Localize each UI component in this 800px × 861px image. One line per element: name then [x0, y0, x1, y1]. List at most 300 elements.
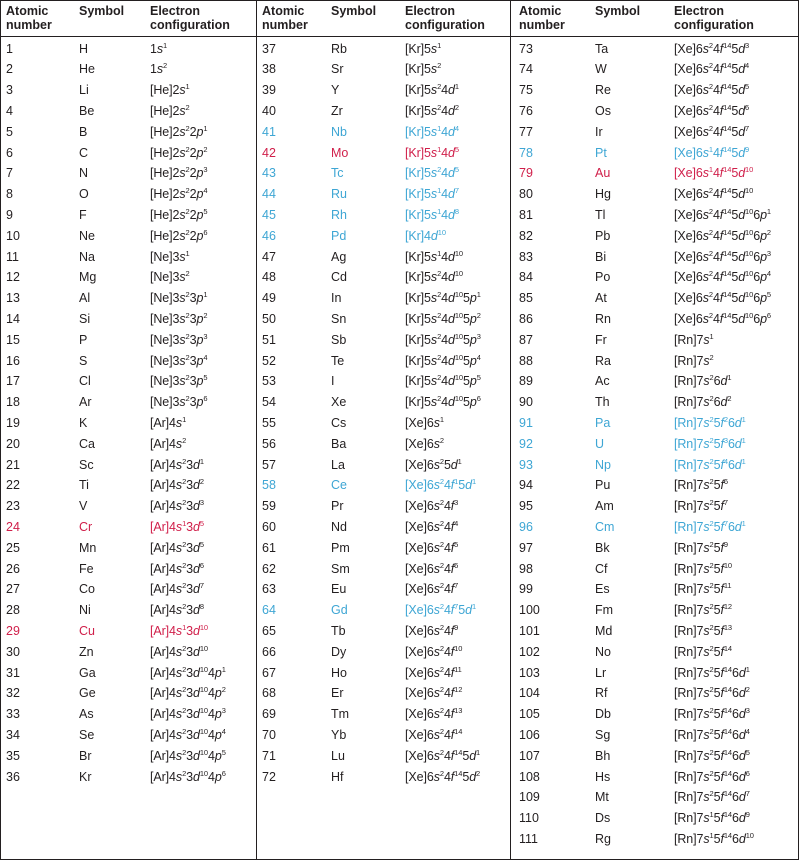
electron-configuration-cell: $[Rn]7s^25f^36d^1$	[674, 435, 746, 451]
atomic-number-cell: 19	[6, 415, 20, 430]
atomic-number-cell: 40	[262, 103, 276, 118]
table-row	[511, 475, 798, 496]
table-row	[257, 579, 510, 600]
electron-configuration-cell: $[Kr]5s^24d^5$	[405, 165, 459, 181]
electron-configuration-cell: $[Rn]7s^2$	[674, 352, 714, 368]
symbol-cell: Pa	[595, 415, 611, 430]
table-row	[1, 663, 256, 684]
electron-configuration-cell: $[Xe]6s^24f^6$	[405, 560, 459, 576]
atomic-number-cell: 24	[6, 519, 20, 534]
atomic-number-cell: 7	[6, 166, 13, 181]
symbol-cell: Fm	[595, 603, 614, 618]
electron-configuration-cell: $[He]2s^22p^6$	[150, 227, 208, 243]
table-row	[257, 39, 510, 60]
electron-configuration-cell: $[Kr]5s^2$	[405, 61, 442, 77]
electron-configuration-cell: $[Rn]7s^25f^{13}$	[674, 622, 733, 638]
atomic-number-cell: 48	[262, 270, 276, 285]
table-row	[1, 621, 256, 642]
symbol-cell: Ra	[595, 353, 611, 368]
table-row	[511, 621, 798, 642]
electron-configuration-cell: $[Rn]7s^25f^6$	[674, 477, 728, 493]
atomic-number-cell: 91	[519, 415, 533, 430]
atomic-number-cell: 50	[262, 311, 276, 326]
table-row	[257, 330, 510, 351]
electron-configuration-cell: $[Ar]4s^23d^1$	[150, 456, 204, 472]
atomic-number-cell: 45	[262, 207, 276, 222]
table-row	[1, 143, 256, 164]
atomic-number-cell: 46	[262, 228, 276, 243]
symbol-cell: Cf	[595, 561, 608, 576]
table-row	[1, 600, 256, 621]
electron-configuration-cell: $[Ar]4s^23d^5$	[150, 539, 204, 555]
electron-configuration-cell: $[He]2s^22p^5$	[150, 206, 208, 222]
table-row	[257, 101, 510, 122]
atomic-number-cell: 79	[519, 166, 533, 181]
table-row	[1, 371, 256, 392]
table-row	[257, 683, 510, 704]
symbol-cell: Ga	[79, 665, 96, 680]
table-header	[511, 1, 798, 37]
symbol-cell: Br	[79, 748, 92, 763]
electron-configuration-cell: $[Kr]5s^14d^4$	[405, 123, 459, 139]
symbol-cell: K	[79, 415, 88, 430]
table-row	[1, 642, 256, 663]
atomic-number-cell: 98	[519, 561, 533, 576]
electron-configuration-cell: $[Rn]7s^26d^2$	[674, 394, 732, 410]
electron-configuration-cell: $[Kr]5s^24d^1$	[405, 82, 459, 98]
symbol-cell: Zr	[331, 103, 343, 118]
electron-configuration-cell: $[Kr]5s^24d^{10}$	[405, 269, 464, 285]
symbol-cell: Am	[595, 499, 614, 514]
symbol-cell: Os	[595, 103, 611, 118]
symbol-cell: Mo	[331, 145, 349, 160]
symbol-cell: Np	[595, 457, 611, 472]
electron-configuration-cell: $[Xe]6s^24f^{14}5d^{10}6p^3$	[674, 248, 771, 264]
table-row	[511, 309, 798, 330]
header-atomic-number: Atomic number	[6, 4, 52, 32]
electron-configuration-cell: $[He]2s^1$	[150, 82, 190, 98]
table-row	[511, 101, 798, 122]
atomic-number-cell: 62	[262, 561, 276, 576]
electron-configuration-cell: $[Ar]4s^23d^2$	[150, 477, 204, 493]
table-row	[511, 455, 798, 476]
electron-configuration-cell: $[Ne]3s^23p^6$	[150, 394, 208, 410]
symbol-cell: W	[595, 62, 607, 77]
symbol-cell: Md	[595, 623, 613, 638]
atomic-number-cell: 29	[6, 623, 20, 638]
table-row	[511, 122, 798, 143]
symbol-cell: U	[595, 436, 605, 451]
electron-configuration-cell: $[Ne]3s^23p^2$	[150, 310, 208, 326]
electron-configuration-cell: $[Xe]6s^24f^{14}5d^5$	[674, 82, 750, 98]
atomic-number-cell: 13	[6, 291, 20, 306]
symbol-cell: Nd	[331, 519, 347, 534]
atomic-number-cell: 21	[6, 457, 20, 472]
atomic-number-cell: 111	[519, 831, 539, 846]
symbol-cell: Pb	[595, 228, 611, 243]
symbol-cell: Rn	[595, 311, 611, 326]
symbol-cell: H	[79, 41, 89, 56]
symbol-cell: Lr	[595, 665, 607, 680]
table-row	[257, 163, 510, 184]
atomic-number-cell: 71	[262, 748, 276, 763]
atomic-number-cell: 90	[519, 395, 533, 410]
table-row	[1, 101, 256, 122]
table-row	[511, 392, 798, 413]
table-row	[1, 392, 256, 413]
electron-configuration-cell: $[Xe]6s^24f^{14}5d^{10}6p^4$	[674, 269, 771, 285]
atomic-number-cell: 84	[519, 270, 533, 285]
electron-configuration-cell: $[Xe]6s^24f^{11}$	[405, 664, 462, 680]
table-row	[257, 247, 510, 268]
table-row	[257, 122, 510, 143]
atomic-number-cell: 109	[519, 790, 540, 805]
atomic-number-cell: 102	[519, 644, 540, 659]
header-atomic-number: Atomic number	[262, 4, 308, 32]
atomic-number-cell: 88	[519, 353, 533, 368]
table-row	[257, 746, 510, 767]
table-row	[257, 288, 510, 309]
table-row	[257, 267, 510, 288]
electron-configuration-cell: $[Ar]4s^23d^7$	[150, 581, 204, 597]
table-row	[511, 184, 798, 205]
electron-configuration-cell: $[Xe]6s^1$	[405, 414, 444, 430]
header-atomic-number: Atomic number	[519, 4, 565, 32]
atomic-number-cell: 73	[519, 41, 533, 56]
table-row	[511, 413, 798, 434]
table-row	[1, 330, 256, 351]
atomic-number-cell: 53	[262, 374, 276, 389]
atomic-number-cell: 107	[519, 748, 540, 763]
atomic-number-cell: 97	[519, 540, 533, 555]
symbol-cell: Al	[79, 291, 91, 306]
symbol-cell: V	[79, 499, 88, 514]
table-row	[1, 413, 256, 434]
table-header	[1, 1, 256, 37]
atomic-number-cell: 95	[519, 499, 533, 514]
atomic-number-cell: 81	[519, 207, 533, 222]
table-row	[257, 205, 510, 226]
atomic-number-cell: 43	[262, 166, 276, 181]
table-row	[257, 80, 510, 101]
atomic-number-cell: 44	[262, 187, 276, 202]
table-row	[257, 642, 510, 663]
table-row	[1, 579, 256, 600]
atomic-number-cell: 18	[6, 395, 20, 410]
electron-configuration-cell: $[Rn]7s^25f^{14}6d^3$	[674, 706, 750, 722]
electron-configuration-cell: $[Ne]3s^23p^3$	[150, 331, 208, 347]
symbol-cell: Co	[79, 582, 95, 597]
symbol-cell: Sm	[331, 561, 350, 576]
table-row	[1, 59, 256, 80]
atomic-number-cell: 6	[6, 145, 13, 160]
atomic-number-cell: 104	[519, 686, 540, 701]
symbol-cell: Tm	[331, 707, 350, 722]
electron-configuration-cell: $[Xe]6s^24f^{14}5d^{10}6p^6$	[674, 310, 771, 326]
table-row	[1, 704, 256, 725]
atomic-number-cell: 39	[262, 83, 276, 98]
atomic-number-cell: 8	[6, 187, 13, 202]
symbol-cell: Db	[595, 707, 611, 722]
table-row	[1, 746, 256, 767]
electron-configuration-cell: $[Ne]3s^1$	[150, 248, 190, 264]
atomic-number-cell: 61	[262, 540, 276, 555]
symbol-cell: Yb	[331, 727, 347, 742]
table-row	[257, 600, 510, 621]
electron-configuration-cell: $[Rn]7s^25f^{14}6d^1$	[674, 664, 750, 680]
atomic-number-cell: 85	[519, 291, 533, 306]
header-electron-configuration: Electron configuration	[405, 4, 485, 32]
symbol-cell: Zn	[79, 644, 94, 659]
symbol-cell: I	[331, 374, 335, 389]
electron-configuration-cell: $[Rn]7s^26d^1$	[674, 373, 732, 389]
atomic-number-cell: 38	[262, 62, 276, 77]
symbol-cell: Mt	[595, 790, 609, 805]
symbol-cell: Kr	[79, 769, 92, 784]
table-row	[257, 143, 510, 164]
electron-configuration-cell: $[Rn]7s^25f^{14}$	[674, 643, 733, 659]
atomic-number-cell: 77	[519, 124, 533, 139]
table-row	[511, 143, 798, 164]
electron-configuration-cell: $[Kr]5s^24d^{10}5p^2$	[405, 310, 481, 326]
symbol-cell: Tl	[595, 207, 606, 222]
symbol-cell: Rg	[595, 831, 611, 846]
atomic-number-cell: 68	[262, 686, 276, 701]
symbol-cell: He	[79, 62, 95, 77]
table-row	[511, 725, 798, 746]
symbol-cell: Lu	[331, 748, 345, 763]
atomic-number-cell: 86	[519, 311, 533, 326]
table-row	[1, 475, 256, 496]
symbol-cell: Au	[595, 166, 611, 181]
electron-configuration-cell: $[Ar]4s^23d^{10}4p^1$	[150, 664, 226, 680]
atomic-number-cell: 42	[262, 145, 276, 160]
electron-configuration-cell: $[Rn]7s^25f^{14}6d^5$	[674, 747, 750, 763]
table-row	[511, 59, 798, 80]
table-row	[1, 80, 256, 101]
symbol-cell: P	[79, 332, 88, 347]
electron-configuration-cell: $[Xe]6s^24f^{10}$	[405, 643, 463, 659]
symbol-cell: Ho	[331, 665, 347, 680]
symbol-cell: Rh	[331, 207, 347, 222]
electron-configuration-cell: $[Xe]6s^24f^{14}5d^{10}$	[674, 186, 754, 202]
header-electron-configuration: Electron configuration	[150, 4, 230, 32]
atomic-number-cell: 67	[262, 665, 276, 680]
panel-2	[256, 1, 510, 859]
atomic-number-cell: 9	[6, 207, 13, 222]
electron-configuration-cell: $[Kr]5s^24d^2$	[405, 102, 459, 118]
symbol-cell: Hf	[331, 769, 344, 784]
electron-configuration-cell: $[Xe]6s^14f^{14}5d^9$	[674, 144, 750, 160]
electron-configuration-cell: $[Xe]6s^24f^{14}5d^{10}6p^1$	[674, 206, 771, 222]
electron-configuration-cell: $[Xe]6s^24f^3$	[405, 498, 459, 514]
electron-configuration-cell: $[Ar]4s^23d^8$	[150, 602, 204, 618]
symbol-cell: Ti	[79, 478, 89, 493]
symbol-cell: At	[595, 291, 607, 306]
atomic-number-cell: 36	[6, 769, 20, 784]
atomic-number-cell: 57	[262, 457, 276, 472]
symbol-cell: Cr	[79, 519, 93, 534]
atomic-number-cell: 33	[6, 707, 20, 722]
header-symbol: Symbol	[595, 4, 641, 18]
electron-configuration-cell: $[Xe]6s^24f^{14}5d^4$	[674, 61, 750, 77]
symbol-cell: Ta	[595, 41, 609, 56]
electron-configuration-cell: $[Xe]6s^14f^{14}5d^{10}$	[674, 165, 754, 181]
atomic-number-cell: 23	[6, 499, 20, 514]
atomic-number-cell: 26	[6, 561, 20, 576]
atomic-number-cell: 93	[519, 457, 533, 472]
table-row	[257, 475, 510, 496]
atomic-number-cell: 105	[519, 707, 540, 722]
symbol-cell: Se	[79, 727, 95, 742]
symbol-cell: Li	[79, 83, 89, 98]
symbol-cell: Pr	[331, 499, 344, 514]
electron-configuration-cell: $[Ar]4s^23d^{10}4p^4$	[150, 726, 226, 742]
atomic-number-cell: 41	[262, 124, 276, 139]
table-row	[257, 226, 510, 247]
symbol-cell: Ce	[331, 478, 347, 493]
table-row	[511, 746, 798, 767]
atomic-number-cell: 37	[262, 41, 276, 56]
symbol-cell: Gd	[331, 603, 348, 618]
table-row	[257, 496, 510, 517]
electron-configuration-cell: $[Xe]6s^24f^{14}5d^6$	[674, 102, 750, 118]
symbol-cell: Y	[331, 83, 340, 98]
atomic-number-cell: 27	[6, 582, 20, 597]
symbol-cell: No	[595, 644, 611, 659]
table-row	[511, 600, 798, 621]
atomic-number-cell: 75	[519, 83, 533, 98]
atomic-number-cell: 76	[519, 103, 533, 118]
electron-configuration-cell: $[Kr]5s^14d^8$	[405, 206, 459, 222]
symbol-cell: Sg	[595, 727, 611, 742]
table-row	[257, 392, 510, 413]
table-row	[511, 496, 798, 517]
table-row	[1, 247, 256, 268]
electron-configuration-cell: $[Xe]6s^24f^75d^1$	[405, 602, 477, 618]
electron-configuration-cell: $[Ar]4s^13d^5$	[150, 518, 204, 534]
electron-configuration-cell: $[Kr]5s^14d^{10}$	[405, 248, 464, 264]
table-row	[257, 767, 510, 788]
symbol-cell: C	[79, 145, 89, 160]
electron-configuration-cell: $[Xe]6s^24f^{14}5d^{10}6p^2$	[674, 227, 771, 243]
atomic-number-cell: 69	[262, 707, 276, 722]
atomic-number-cell: 59	[262, 499, 276, 514]
symbol-cell: Er	[331, 686, 344, 701]
electron-configuration-cell: $[Xe]6s^24f^5$	[405, 539, 459, 555]
table-row	[257, 725, 510, 746]
table-row	[1, 288, 256, 309]
electron-configuration-cell: $[Ne]3s^23p^4$	[150, 352, 208, 368]
atomic-number-cell: 103	[519, 665, 540, 680]
electron-configuration-cell: $[He]2s^22p^2$	[150, 144, 208, 160]
atomic-number-cell: 60	[262, 519, 276, 534]
symbol-cell: Ru	[331, 187, 347, 202]
atomic-number-cell: 99	[519, 582, 533, 597]
electron-configuration-cell: $[Rn]7s^25f^{14}6d^7$	[674, 789, 750, 805]
table-row	[511, 80, 798, 101]
electron-configuration-cell: $[Ar]4s^23d^{10}4p^3$	[150, 706, 226, 722]
table-row	[1, 309, 256, 330]
atomic-number-cell: 15	[6, 332, 20, 347]
table-row	[511, 683, 798, 704]
electron-configuration-cell: $[Ne]3s^2$	[150, 269, 190, 285]
table-row	[511, 247, 798, 268]
table-row	[511, 642, 798, 663]
electron-configuration-cell: $[Xe]6s^24f^{14}5d^3$	[674, 40, 750, 56]
symbol-cell: Tc	[331, 166, 344, 181]
electron-configuration-cell: $[Kr]5s^24d^{10}5p^1$	[405, 290, 481, 306]
atomic-number-cell: 96	[519, 519, 533, 534]
symbol-cell: Ds	[595, 811, 611, 826]
atomic-number-cell: 58	[262, 478, 276, 493]
atomic-number-cell: 72	[262, 769, 276, 784]
table-row	[1, 538, 256, 559]
atomic-number-cell: 110	[519, 811, 539, 826]
symbol-cell: Bh	[595, 748, 611, 763]
table-row	[1, 455, 256, 476]
table-row	[511, 434, 798, 455]
electron-configuration-cell: $[Ar]4s^23d^6$	[150, 560, 204, 576]
electron-configuration-cell: $[Kr]5s^1$	[405, 40, 442, 56]
symbol-cell: Cm	[595, 519, 615, 534]
table-header	[257, 1, 510, 37]
electron-configuration-cell: $[Kr]5s^14d^5$	[405, 144, 459, 160]
atomic-number-cell: 1	[6, 41, 13, 56]
symbol-cell: Na	[79, 249, 95, 264]
symbol-cell: Es	[595, 582, 610, 597]
table-row	[511, 787, 798, 808]
symbol-cell: Bi	[595, 249, 607, 264]
atomic-number-cell: 64	[262, 603, 276, 618]
symbol-cell: In	[331, 291, 342, 306]
table-row	[257, 351, 510, 372]
symbol-cell: Rb	[331, 41, 347, 56]
table-row	[1, 39, 256, 60]
table-row	[257, 621, 510, 642]
table-row	[257, 559, 510, 580]
symbol-cell: Ge	[79, 686, 96, 701]
symbol-cell: Ag	[331, 249, 347, 264]
table-row	[511, 39, 798, 60]
symbol-cell: Fr	[595, 332, 607, 347]
atomic-number-cell: 106	[519, 727, 540, 742]
electron-configuration-cell: $[He]2s^22p^1$	[150, 123, 208, 139]
table-row	[1, 184, 256, 205]
electron-configuration-cell: $[Ar]4s^2$	[150, 435, 187, 451]
table-row	[257, 517, 510, 538]
atomic-number-cell: 100	[519, 603, 540, 618]
symbol-cell: Ar	[79, 395, 92, 410]
symbol-cell: Sr	[331, 62, 344, 77]
electron-configuration-cell: $[Ne]3s^23p^1$	[150, 290, 208, 306]
symbol-cell: Fe	[79, 561, 94, 576]
table-row	[257, 371, 510, 392]
table-row	[1, 163, 256, 184]
electron-configuration-cell: $[Kr]5s^24d^{10}5p^6$	[405, 394, 481, 410]
electron-configuration-cell: $[Kr]5s^24d^{10}5p^4$	[405, 352, 481, 368]
atomic-number-cell: 10	[6, 228, 20, 243]
atomic-number-cell: 4	[6, 103, 13, 118]
symbol-cell: Rf	[595, 686, 608, 701]
electron-configuration-cell: $[Xe]6s^24f^15d^1$	[405, 477, 477, 493]
table-row	[257, 434, 510, 455]
symbol-cell: Hs	[595, 769, 611, 784]
atomic-number-cell: 17	[6, 374, 20, 389]
electron-configuration-cell: $1s^2$	[150, 61, 168, 77]
atomic-number-cell: 12	[6, 270, 20, 285]
symbol-cell: Mg	[79, 270, 97, 285]
